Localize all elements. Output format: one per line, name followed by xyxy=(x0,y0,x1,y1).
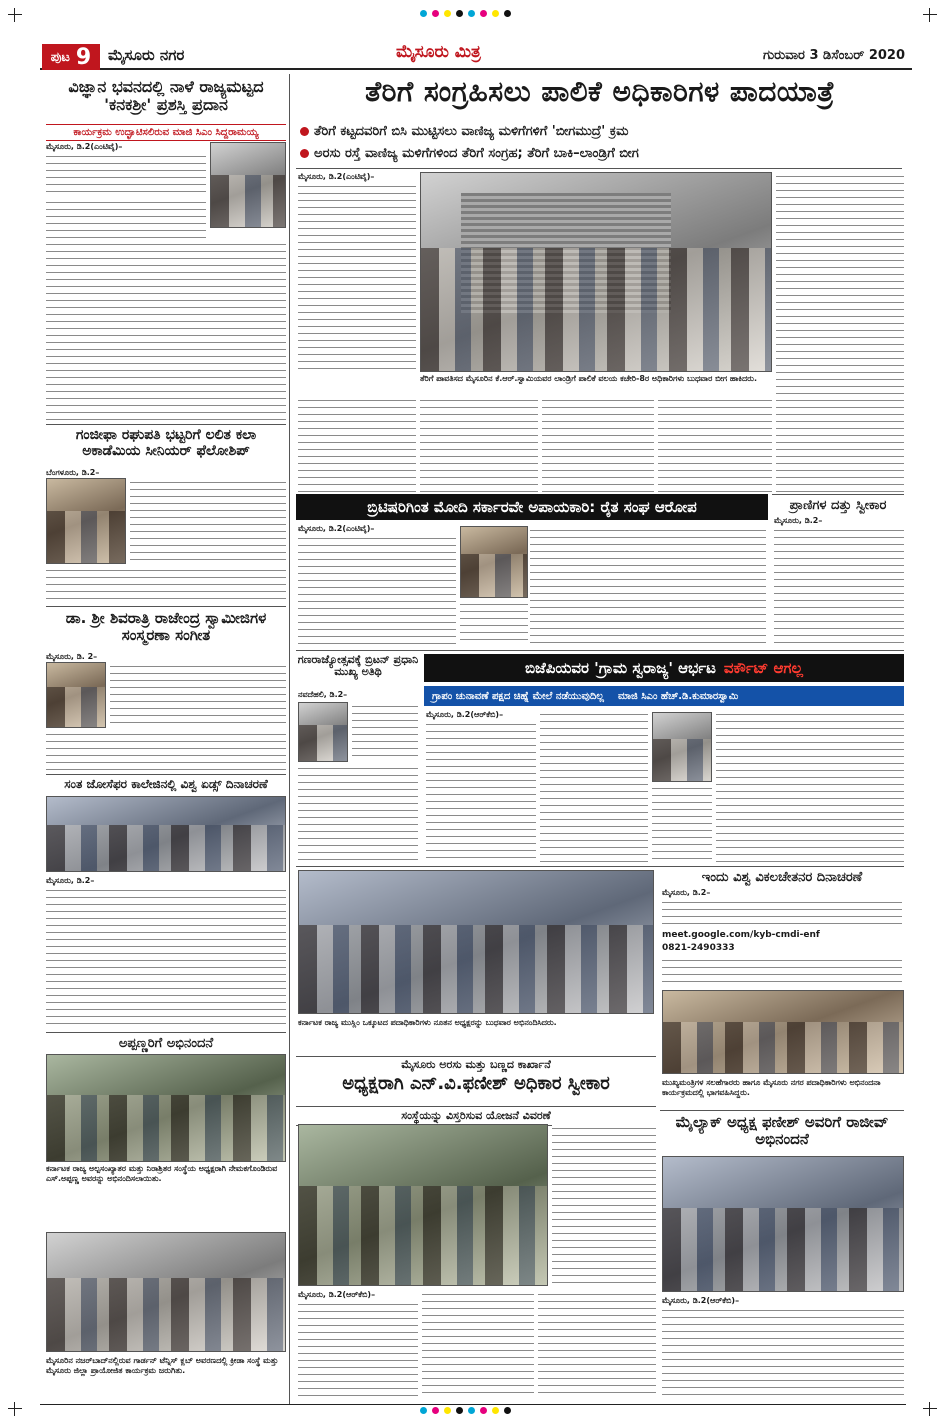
ganjifa-dateline: ಬೆಂಗಳೂರು, ಡಿ.2– xyxy=(46,468,100,477)
gram-swaraj-headline-red: ವರ್ಕೌಟ್ ಆಗಲ್ಲ xyxy=(723,659,804,677)
registration-mark-bottom-right xyxy=(923,1402,937,1416)
raghupathi-bhat-photo xyxy=(46,478,126,564)
mylac-body xyxy=(662,1306,904,1398)
registration-mark-bottom-left xyxy=(8,1402,22,1416)
shivarathri-body xyxy=(110,662,286,728)
main-body-col-4 xyxy=(776,172,904,394)
main-headline: ತೆರಿಗೆ ಸಂಗ್ರಹಿಸಲು ಪಾಲಿಕೆ ಅಧಿಕಾರಿಗಳ ಪಾದಯಾತ್ರೆ xyxy=(365,75,835,108)
mylac-dateline: ಮೈಸೂರು, ಡಿ.2(ಆರ್‌ಕೆಬಿ)– xyxy=(662,1296,740,1305)
gram-swaraj-body-4 xyxy=(716,710,904,862)
registration-mark-top-left xyxy=(8,8,22,22)
main-body-col-3 xyxy=(542,396,654,492)
cooperation-caption: ಮುಖ್ಯಮಂತ್ರಿಗಳ ಸಲಹೆಗಾರರು ಹಾಗೂ ಮೈಸೂರು ನಗರ ಪದಾಧಿಕಾರಿಗಳು ಅಭಿನಂದನಾ ಕಾರ್ಯಕ್ರಮದಲ್ಲಿ ಭಾಗವಹಿಸಿದ್ದರು. xyxy=(662,1078,881,1097)
republic-day-dateline: ನವದೆಹಲಿ, ಡಿ.2– xyxy=(298,690,348,699)
aids-day-headline: ಸಂತ ಜೋಸೆಫರ ಕಾಲೇಜಿನಲ್ಲಿ ವಿಶ್ವ ಏಡ್ಸ್ ದಿನಾಚರಣೆ xyxy=(64,777,268,791)
kanakashree-headline: ವಿಜ್ಞಾನ ಭವನದಲ್ಲಿ ನಾಳೆ ರಾಜ್ಯಮಟ್ಟದ 'ಕನಕಶ್ರೀ' ಪ್ರಶಸ್ತಿ ಪ್ರದಾನ xyxy=(68,77,264,114)
pranigala-dateline: ಮೈಸೂರು, ಡಿ.2– xyxy=(774,516,823,525)
divider xyxy=(296,168,902,169)
aids-day-photo xyxy=(46,796,286,872)
gram-swaraj-subhead-2: ಮಾಜಿ ಸಿಎಂ ಹೆಚ್.ಡಿ.ಕುಮಾರಸ್ವಾಮಿ xyxy=(617,690,739,702)
paper-logo: ಮೈಸೂರು ಮಿತ್ರ xyxy=(396,42,481,62)
main-bullet-1-text: ತೆರಿಗೆ ಕಟ್ಟದವರಿಗೆ ಬಿಸಿ ಮುಟ್ಟಿಸಲು ವಾಣಿಜ್ಯ ಮಳಿಗೆಗಳಿಗೆ 'ಬೀಗಮುದ್ರೆ' ಕ್ರಮ xyxy=(314,124,629,139)
section-name: ಮೈಸೂರು ನಗರ xyxy=(108,46,185,64)
urban-board-body-4 xyxy=(538,1290,656,1398)
aids-day-body xyxy=(46,886,286,1030)
divider xyxy=(772,494,904,495)
phaneesh-photo xyxy=(298,1124,548,1286)
boris-johnson-photo xyxy=(298,702,348,762)
farmers-body-2 xyxy=(530,526,766,646)
ganjifa-body xyxy=(130,478,286,564)
divider xyxy=(296,866,904,867)
mylac-photo xyxy=(662,1156,904,1292)
farmers-headline-bar xyxy=(296,494,768,520)
divider xyxy=(46,606,286,607)
main-body-col-4b xyxy=(776,396,904,492)
color-registration-dots-top xyxy=(420,10,511,17)
disability-day-phone: 0821-2490333 xyxy=(662,943,735,953)
divider xyxy=(296,1056,656,1057)
urban-board-body-2 xyxy=(298,1300,418,1398)
cooperation-photo xyxy=(662,990,904,1074)
disability-day-body-2 xyxy=(662,956,902,986)
main-bullet-2-text: ಅರಸು ರಸ್ತೆ ವಾಣಿಜ್ಯ ಮಳಿಗೆಗಳಿಂದ ತೆರಿಗೆ ಸಂಗ್ರಹ; ತೆರಿಗೆ ಬಾಕಿ–ಲಾಂಡ್ರಿಗೆ ಬೀಗ xyxy=(314,146,639,161)
gram-swaraj-body-2 xyxy=(540,710,648,862)
shivarathri-body-2 xyxy=(46,730,286,772)
laundry-lock-photo xyxy=(420,172,772,372)
divider xyxy=(46,424,286,425)
appanna-caption: ಕರ್ನಾಟಕ ರಾಜ್ಯ ಅಲ್ಪಸಂಖ್ಯಾತರ ಮತ್ತು ನಿರಾಶ್ರಿತರ ಸಂಸ್ಥೆಯ ಅಧ್ಯಕ್ಷರಾಗಿ ನೇಮಕಗೊಂಡಿರುವ ಎಸ್.ಅಪ್ಪಣ್ಣ ಅವರನ್ನು ಅಭಿನಂದಿಸಲಾಯಿತು. xyxy=(46,1164,278,1183)
farmers-body-3 xyxy=(460,600,528,646)
farmers-body-1 xyxy=(298,534,456,646)
urban-board-subhead: ಸಂಸ್ಥೆಯನ್ನು ವಿಸ್ತರಿಸುವ ಯೋಜನೆ ವಿವರಣೆ xyxy=(296,1106,656,1126)
disability-day-meet-link[interactable]: meet.google.com/kyb-cmdi-enf xyxy=(662,930,820,940)
divider xyxy=(46,774,286,775)
republic-day-headline: ಗಣರಾಜ್ಯೋತ್ಸವಕ್ಕೆ ಬ್ರಿಟನ್ ಪ್ರಧಾನಿ ಮುಖ್ಯ ಅತಿಥಿ xyxy=(297,653,419,679)
gram-swaraj-headline: ಬಿಜೆಪಿಯವರ 'ಗ್ರಾಮ ಸ್ವರಾಜ್ಯ' ಆರ್ಭಟ xyxy=(524,659,716,677)
color-registration-dots-bottom xyxy=(420,1407,511,1414)
urban-board-dateline: ಮೈಸೂರು, ಡಿ.2(ಆರ್‌ಕೆಬಿ)– xyxy=(298,1290,376,1299)
ganjifa-body-2 xyxy=(46,566,286,604)
appanna-headline: ಅಪ್ಪಣ್ಣರಿಗೆ ಅಭಿನಂದನೆ xyxy=(118,1036,214,1051)
gram-swaraj-headline-bar xyxy=(424,654,904,682)
mylac-headline: ಮೈಲ್ಯಾಕ್ ಅಧ್ಯಕ್ಷ ಫಣೀಶ್ ಅವರಿಗೆ ರಾಜೀವ್ ಅಭಿನಂದನೆ xyxy=(675,1113,889,1148)
page-bottom-rule xyxy=(40,1404,906,1405)
kanakashree-body xyxy=(46,152,206,196)
main-body-col-1b xyxy=(298,396,416,492)
urban-board-kicker: ಮೈಸೂರು ಅರಸು ಮತ್ತು ಬಣ್ಣದ ಕಾರ್ಖಾನೆ xyxy=(401,1058,551,1071)
page-number-badge xyxy=(42,44,100,70)
divider xyxy=(46,1032,286,1033)
muslim-association-photo xyxy=(298,870,654,1014)
page-label: ಪುಟ xyxy=(50,49,70,65)
farmers-dateline: ಮೈಸೂರು, ಡಿ.2(ಎಂಟಿವೈ)– xyxy=(298,524,375,533)
kanakashree-body-2 xyxy=(46,198,206,238)
disability-day-dateline: ಮೈಸೂರು, ಡಿ.2– xyxy=(662,888,711,897)
farmer-leader-photo xyxy=(460,526,528,598)
kumaraswamy-photo xyxy=(652,712,712,782)
appanna-photo xyxy=(46,1054,286,1162)
main-bullet-2 xyxy=(300,146,904,161)
muslim-association-caption: ಕರ್ನಾಟಕ ರಾಜ್ಯ ಮುಸ್ಲಿಂ ಒಕ್ಕೂಟದ ಪದಾಧಿಕಾರಿಗಳು ನೂತನ ಅಧ್ಯಕ್ಷರನ್ನು ಬುಧವಾರ ಅಭಿನಂದಿಸಿದರು. xyxy=(298,1018,557,1027)
bullet-icon xyxy=(300,127,309,136)
disability-day-headline: ಇಂದು ವಿಶ್ವ ವಿಕಲಚೇತನರ ದಿನಾಚರಣೆ xyxy=(701,870,863,885)
gram-swaraj-subhead-1: ಗ್ರಾಪಂ ಚುನಾವಣೆ ಪಕ್ಷದ ಚಿಹ್ನೆ ಮೇಲೆ ನಡೆಯುವುದಿಲ್ಲ xyxy=(432,690,604,702)
main-body-col-3b xyxy=(658,396,772,492)
urban-board-headline: ಅಧ್ಯಕ್ಷರಾಗಿ ಎನ್.ವಿ.ಫಣೀಶ್ ಅಧಿಕಾರ ಸ್ವೀಕಾರ xyxy=(342,1073,610,1094)
pranigala-headline: ಪ್ರಾಣಿಗಳ ದತ್ತು ಸ್ವೀಕಾರ xyxy=(789,498,887,513)
tennis-caption: ಮೈಸೂರಿನ ನಜರ್‌ಬಾದ್‌ನಲ್ಲಿರುವ ಗಾರ್ಡನ್ ಟೆನ್ನಿಸ್ ಕ್ಲಬ್ ಅವರಣದಲ್ಲಿ ಕ್ರೀಡಾ ಸಂಸ್ಥೆ ಮತ್ತು ಮೈಸೂರು ಜಿಲ್ಲಾ ಪ್ರಾಯೋಜಿತ ಕಾರ್ಯಕ್ರಮ ಜರುಗಿತು. xyxy=(46,1356,279,1375)
main-body-col-1 xyxy=(298,182,416,370)
gram-swaraj-body-3 xyxy=(652,784,712,862)
urban-board-body-3 xyxy=(422,1290,534,1398)
swamiji-photo xyxy=(46,662,106,728)
issue-date: ಗುರುವಾರ 3 ಡಿಸೆಂಬರ್ 2020 xyxy=(762,48,905,63)
gram-swaraj-dateline: ಮೈಸೂರು, ಡಿ.2(ಆರ್‌ಕೆಬಿ)– xyxy=(426,710,504,719)
aids-day-dateline: ಮೈಸೂರು, ಡಿ.2– xyxy=(46,876,95,885)
divider xyxy=(296,650,904,651)
divider xyxy=(660,1110,904,1111)
registration-mark-top-right xyxy=(923,8,937,22)
disability-day-body xyxy=(662,898,902,928)
siddaramaiah-photo xyxy=(210,142,286,228)
republic-day-body-1 xyxy=(352,702,418,762)
shivarathri-dateline: ಮೈಸೂರು, ಡಿ. 2– xyxy=(46,652,98,661)
farmers-headline: ಬ್ರಿಟಿಷರಿಗಿಂತ ಮೋದಿ ಸರ್ಕಾರವೇ ಅಪಾಯಕಾರಿ: ರೈತ ಸಂಘ ಆರೋಪ xyxy=(367,498,697,516)
ganjifa-headline: ಗಂಜೀಫಾ ರಘುಪತಿ ಭಟ್ಟರಿಗೆ ಲಲಿತ ಕಲಾ ಅಕಾಡೆಮಿಯ ಸೀನಿಯರ್ ಫೆಲೋಶಿಪ್ xyxy=(75,427,257,459)
shivarathri-headline: ಡಾ. ಶ್ರೀ ಶಿವರಾತ್ರಿ ರಾಜೇಂದ್ರ ಸ್ವಾಮೀಜಿಗಳ ಸಂಸ್ಮರಣಾ ಸಂಗೀತ xyxy=(65,609,267,644)
tennis-club-photo xyxy=(46,1232,286,1352)
gram-swaraj-subhead-bar xyxy=(424,686,904,706)
main-body-col-2 xyxy=(420,396,538,492)
pranigala-body xyxy=(774,526,904,646)
kanakashree-body-3 xyxy=(46,240,286,420)
main-photo-caption: ತೆರಿಗೆ ಪಾವತಿಸದ ಮೈಸೂರಿನ ಕೆ.ಆರ್.ಸ್ವಾಮಿಯವರ ಲಾಂಡ್ರಿಗೆ ಪಾಲಿಕೆ ವಲಯ ಕಚೇರಿ-8ರ ಅಧಿಕಾರಿಗಳು ಬುಧವಾರ ಬೀಗ ಹಾಕಿದರು. xyxy=(420,374,757,383)
page-number: 9 xyxy=(75,44,92,70)
gram-swaraj-body-1 xyxy=(426,720,536,862)
republic-day-body-2 xyxy=(298,764,418,862)
urban-board-body-1 xyxy=(552,1124,656,1286)
main-bullet-1 xyxy=(300,124,904,139)
kanakashree-subhead: ಕಾರ್ಯಕ್ರಮ ಉದ್ಘಾಟಿಸಲಿರುವ ಮಾಜಿ ಸಿಎಂ ಸಿದ್ದರಾಮಯ್ಯ xyxy=(46,124,286,141)
kanakashree-dateline: ಮೈಸೂರು, ಡಿ.2(ಎಂಟಿವೈ)– xyxy=(46,142,123,151)
main-dateline: ಮೈಸೂರು, ಡಿ.2(ಎಂಟಿವೈ)– xyxy=(298,172,375,181)
bullet-icon xyxy=(300,149,309,158)
